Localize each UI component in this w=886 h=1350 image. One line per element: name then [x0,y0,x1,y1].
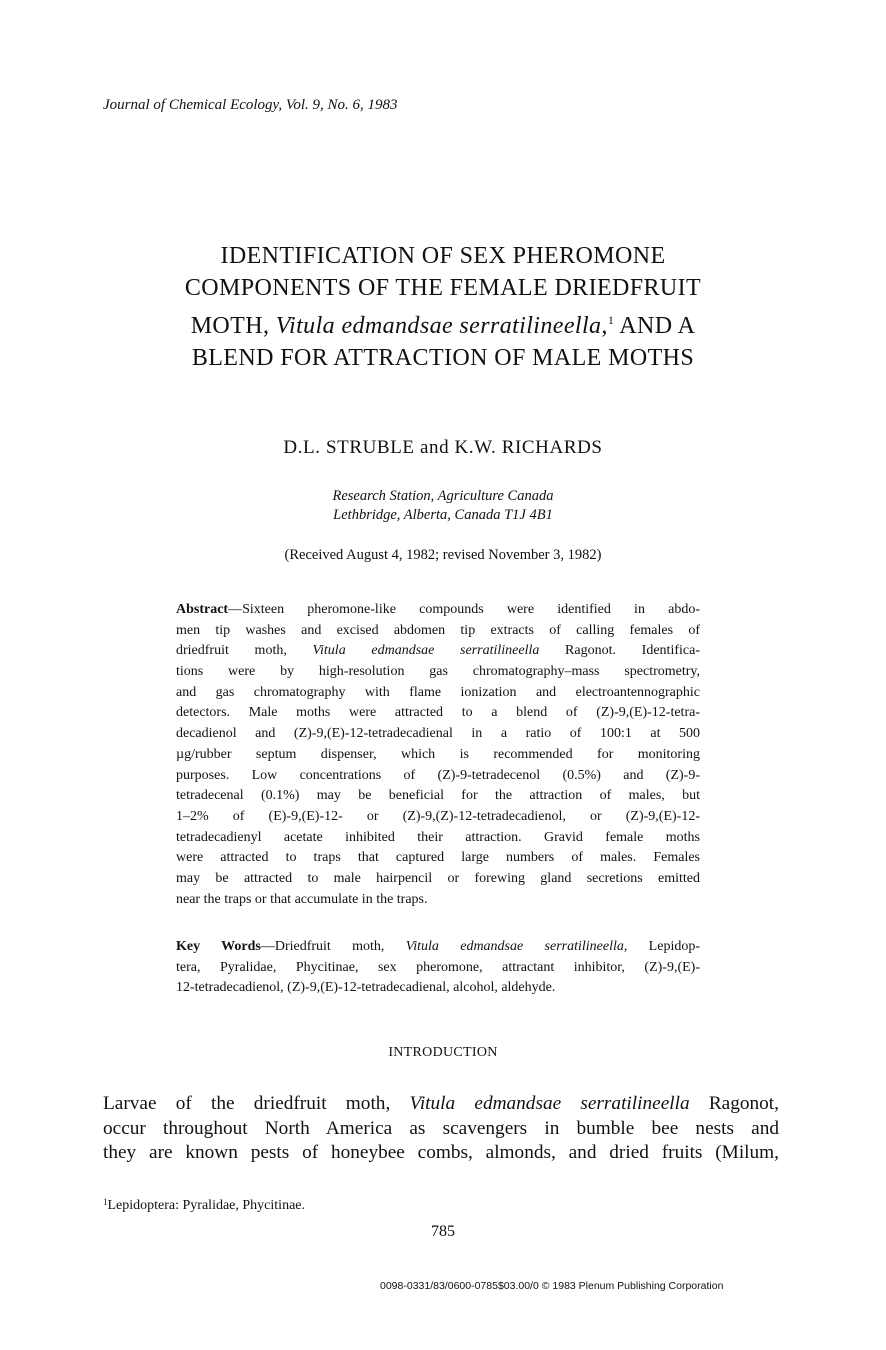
article-title [100,240,786,374]
abstract-line: near the traps or that accumulate in the traps. [176,891,428,907]
page-number: 785 [431,1223,455,1240]
title-footnote-mark: 1 [607,313,615,327]
copyright-line: 0098-0331/83/0600-0785$03.00/0 © 1983 Plenum Publishing Corporation [380,1280,724,1292]
abstract-line: tions were by high-resolution gas chromatography–mass spectrometry, [176,664,700,680]
abstract-line: purposes. Low concentrations of (Z)-9-tetradecenol (0.5%) and (Z)-9- [176,767,700,783]
footnote [103,1198,305,1214]
keywords-line: 12-tetradecadienol, (Z)-9,(E)-12-tetradecadienal, alcohol, aldehyde. [176,980,556,996]
title-line-2: COMPONENTS OF THE FEMALE DRIEDFRUIT [184,275,702,301]
journal-citation: Journal of Chemical Ecology, Vol. 9, No. 6, 1983 [103,97,398,113]
key-words [176,937,700,999]
abstract-line: tetradecenal (0.1%) may be beneficial for the attraction of males, but [176,788,700,804]
abstract-line: 1–2% of (E)-9,(E)-12- or (Z)-9,(Z)-12-tetradecadienol, or (Z)-9,(E)-12- [176,808,700,824]
abstract-line: and gas chromatography with flame ionization and electroantennographic [176,684,700,700]
keywords-label: Key Words [176,939,261,954]
footnote-text: Lepidoptera: Pyralidae, Phycitinae. [107,1198,305,1213]
title-line-3-post: AND A [614,313,696,339]
title-line-1: IDENTIFICATION OF SEX PHEROMONE [220,243,666,269]
abstract-line: µg/rubber septum dispenser, which is recommended for monitoring [176,746,700,762]
abstract [176,600,700,910]
received-dates: (Received August 4, 1982; revised November 3, 1982) [284,547,602,563]
abstract-line: tetradecadienyl acetate inhibited their attraction. Gravid female moths [176,829,700,845]
affiliation-line-2: Lethbridge, Alberta, Canada T1J 4B1 [333,507,553,523]
abstract-line: were attracted to traps that captured large numbers of males. Females [176,850,700,866]
keywords-line: Key Words—Driedfruit moth, Vitula edmandsae serratilineella, Lepidop- [176,939,700,954]
keywords-line: tera, Pyralidae, Phycitinae, sex pheromone, attractant inhibitor, (Z)-9,(E)- [176,959,700,975]
authors: D.L. STRUBLE and K.W. RICHARDS [283,437,603,458]
introduction-body [103,1092,779,1166]
affiliation [0,487,886,525]
abstract-line: decadienol and (Z)-9,(E)-12-tetradecadienal in a ratio of 100:1 at 500 [176,726,700,742]
title-line-3 [100,304,786,342]
abstract-line: detectors. Male moths were attracted to a blend of (Z)-9,(E)-12-tetra- [176,705,700,721]
body-line: they are known pests of honeybee combs, almonds, and dried fruits (Milum, [103,1142,779,1163]
body-line: Larvae of the driedfruit moth, Vitula edmandsae serratilineella Ragonot, [103,1093,779,1114]
abstract-line: driedfruit moth, Vitula edmandsae serratilineella Ragonot. Identifica- [176,643,700,659]
title-species: Vitula edmandsae serratilineella, [275,313,608,339]
abstract-label: Abstract [176,602,229,617]
footnote-mark: 1 [103,1197,108,1207]
abstract-line: Abstract—Sixteen pheromone-like compounds were identified in abdo- [176,602,700,617]
affiliation-line-1: Research Station, Agriculture Canada [332,488,554,504]
title-line-3-pre: MOTH, [190,313,276,339]
abstract-line: men tip washes and excised abdomen tip extracts of calling females of [176,622,700,638]
title-line-4: BLEND FOR ATTRACTION OF MALE MOTHS [191,345,695,371]
section-heading-introduction: INTRODUCTION [388,1045,498,1060]
body-line: occur throughout North America as scavengers in bumble bee nests and [103,1117,779,1139]
abstract-line: may be attracted to male hairpencil or forewing gland secretions emitted [176,870,700,886]
